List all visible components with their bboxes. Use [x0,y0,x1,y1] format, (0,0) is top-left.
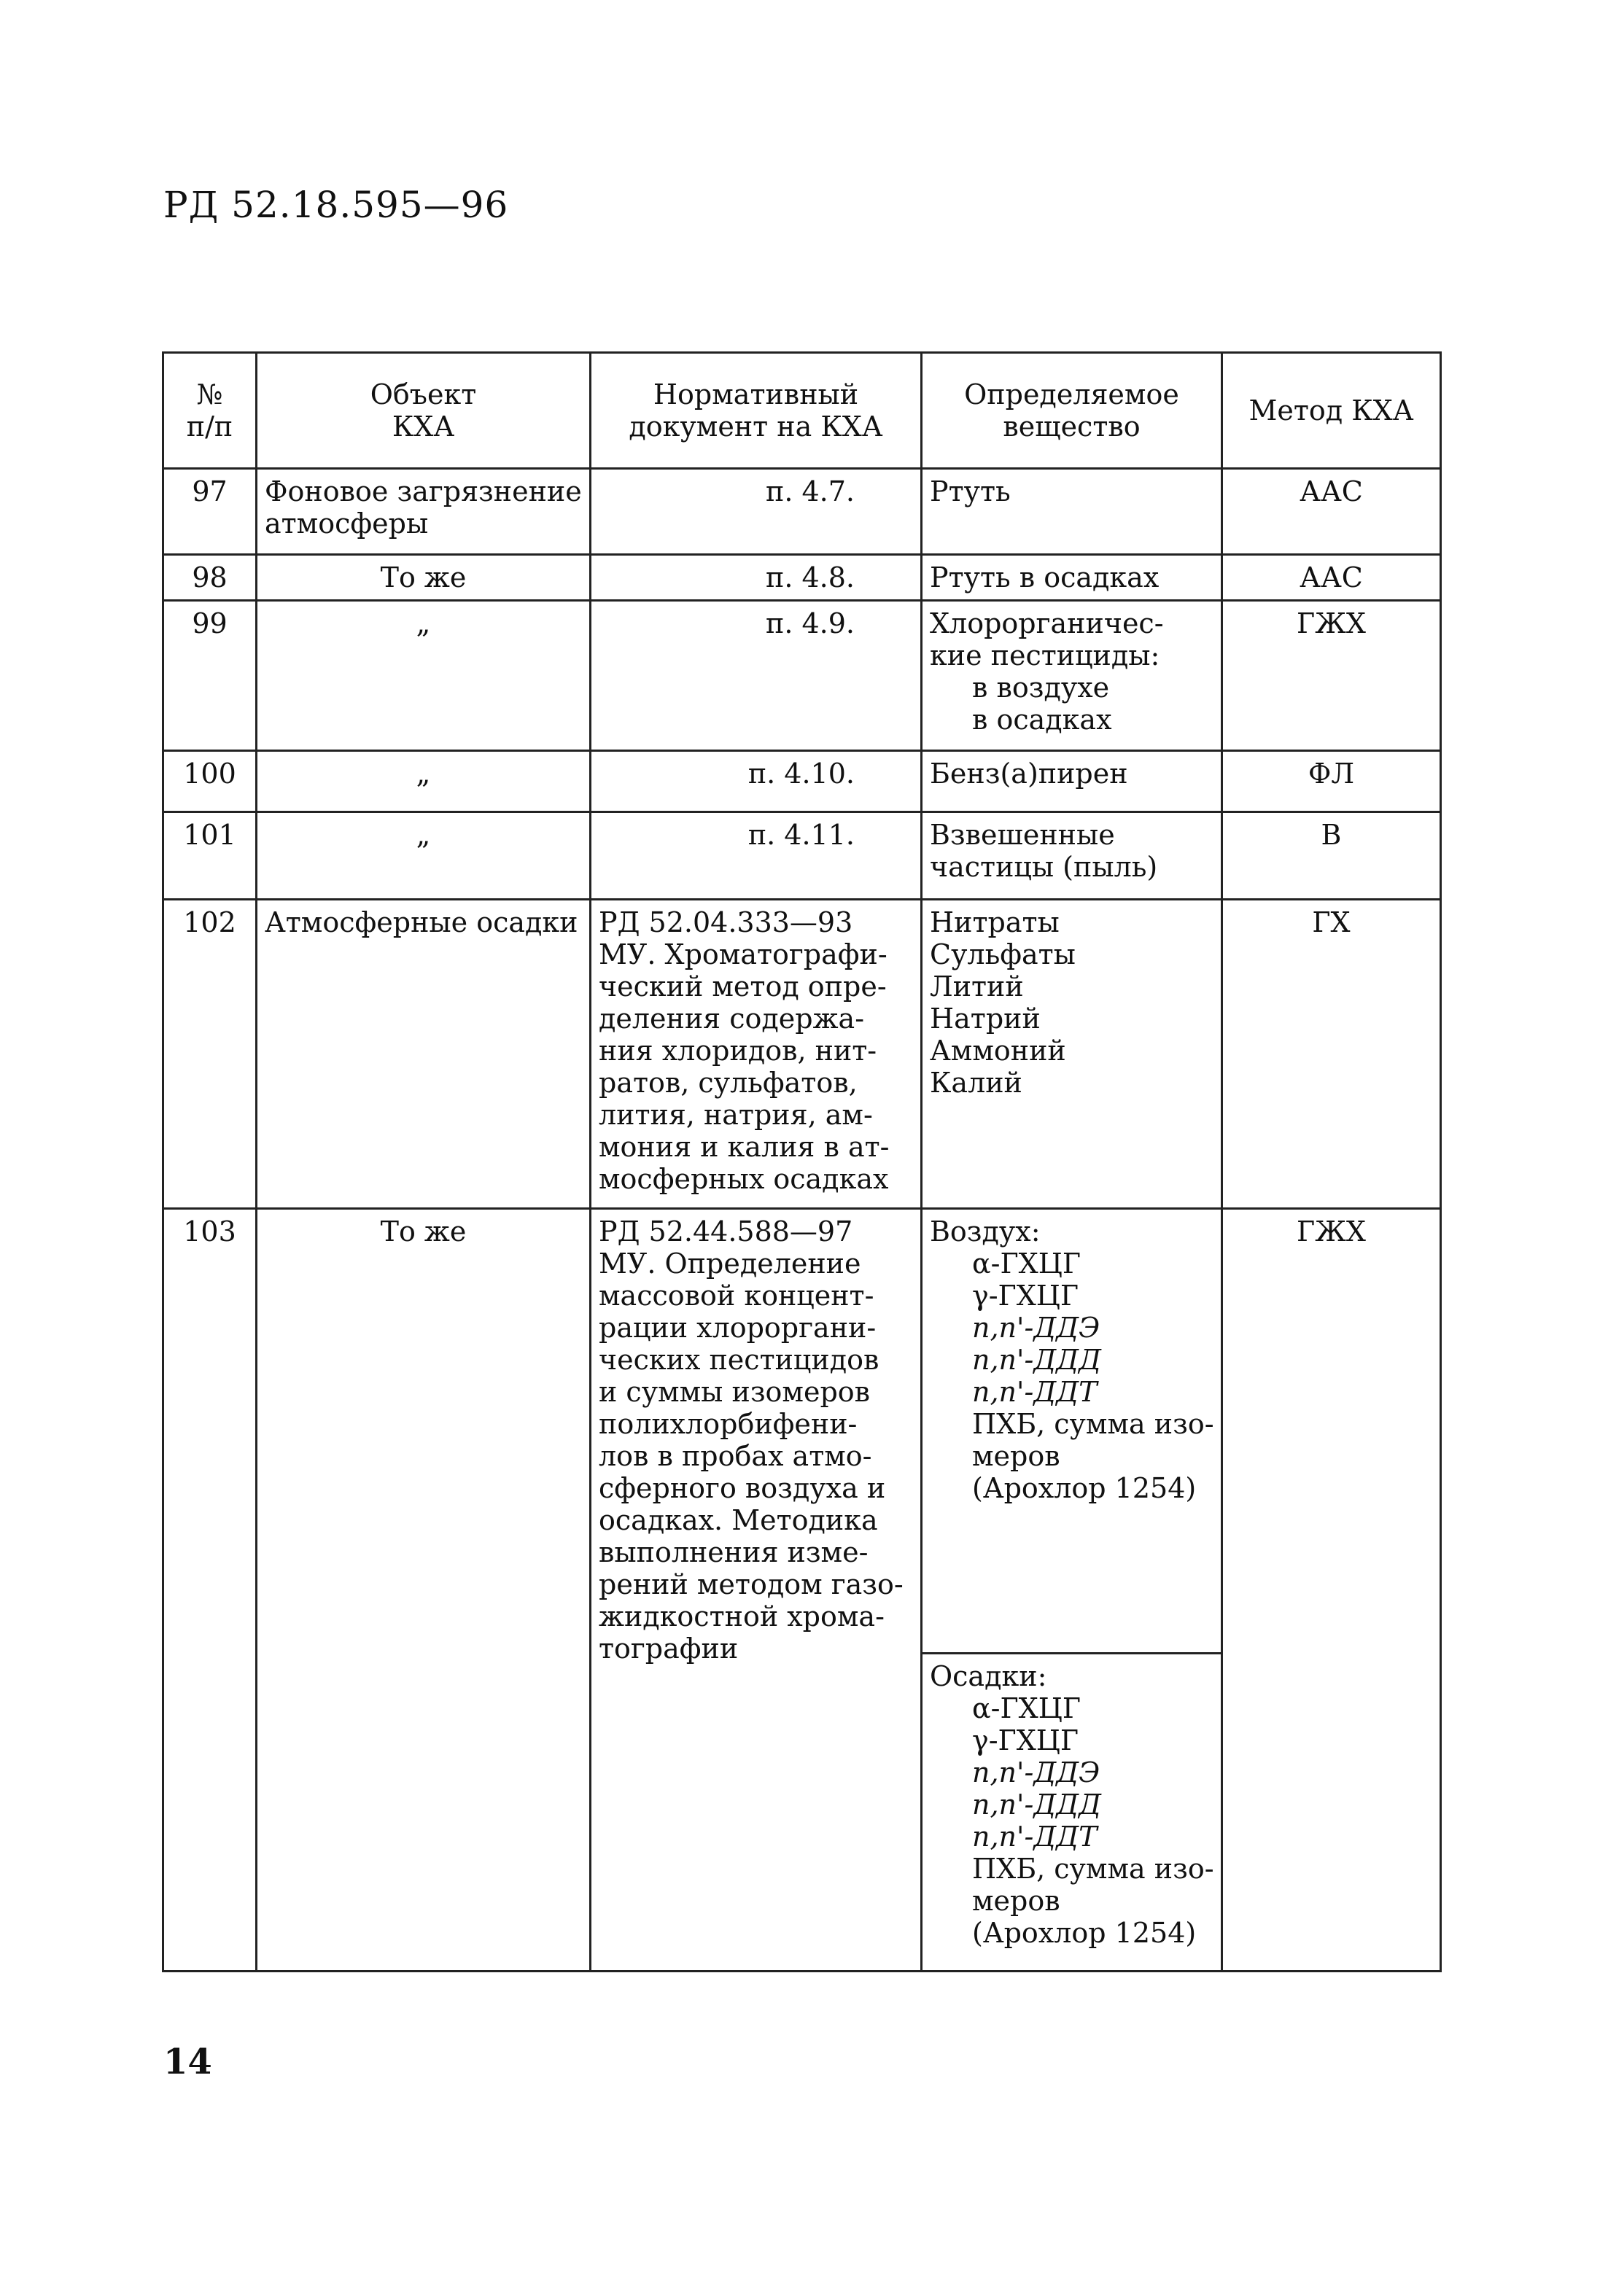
row-object-ditto: „ [257,812,591,900]
col-header-normdoc: Нормативный документ на КХА [591,353,922,469]
row-normdoc: п. 4.8. [591,555,922,601]
row-number: 102 [163,900,257,1209]
row-normdoc: РД 52.44.588—97 МУ. Определение массовой концент- рации хлороргани- ческих пестицидов и суммы изомеров полихлорбифени- лов в пробах атмо- сферного воздуха и осадках. Методика выполнения изме- рений методом газо- жидкостной хрома- тографии [591,1209,922,1972]
row-method: ФЛ [1222,751,1441,812]
row-substance: Ртуть в осадках [922,555,1222,601]
row-substance-air: Воздух: α-ГХЦГ γ-ГХЦГ п,п'-ДДЭ п,п'-ДДД п,п'-ДДТ ПХБ, сумма изо- меров (Арохлор 1254) [922,1209,1222,1654]
table-row [163,751,1441,812]
table-row [163,812,1441,900]
row-normdoc: п. 4.7. [591,469,922,555]
row-number: 100 [163,751,257,812]
row-object: То же [257,555,591,601]
table-header-row [163,353,1441,469]
row-object: То же [257,1209,591,1972]
row-normdoc: п. 4.11. [591,812,922,900]
row-object: Фоновое загрязнение атмосферы [257,469,591,555]
row-substance: Нитраты Сульфаты Литий Натрий Аммоний Калий [922,900,1222,1209]
row-object-ditto: „ [257,751,591,812]
row-method: ГЖХ [1222,601,1441,751]
row-number: 97 [163,469,257,555]
row-substance: Взвешенные частицы (пыль) [922,812,1222,900]
row-object: Атмосферные осадки [257,900,591,1209]
row-substance: Бенз(а)пирен [922,751,1222,812]
row-object-ditto: „ [257,601,591,751]
row-substance: Ртуть [922,469,1222,555]
col-header-object: Объект КХА [257,353,591,469]
row-number: 101 [163,812,257,900]
col-header-num: № п/п [163,353,257,469]
row-normdoc: п. 4.10. [591,751,922,812]
row-method: ААС [1222,555,1441,601]
table-row [163,900,1441,1209]
row-substance: Хлорорганичес- кие пестициды: в воздухе в осадках [922,601,1222,751]
table-row [163,1209,1441,1654]
table-row [163,601,1441,751]
row-substance-precipitation: Осадки: α-ГХЦГ γ-ГХЦГ п,п'-ДДЭ п,п'-ДДД п,п'-ДДТ ПХБ, сумма изо- меров (Арохлор 1254) [922,1654,1222,1972]
row-normdoc: РД 52.04.333—93 МУ. Хроматографи- ческий метод опре- деления содержа- ния хлоридов, нит- ратов, сульфатов, лития, натрия, ам- мония и калия в ат- мосферных осадках [591,900,922,1209]
col-header-substance: Определяемое вещество [922,353,1222,469]
row-normdoc: п. 4.9. [591,601,922,751]
row-number: 98 [163,555,257,601]
row-method: В [1222,812,1441,900]
table-row [163,469,1441,555]
col-header-method: Метод КХА [1222,353,1441,469]
document-code: РД 52.18.595—96 [163,184,509,226]
table-row [163,555,1441,601]
page-number: 14 [163,2042,212,2082]
row-number: 99 [163,601,257,751]
row-method: ГХ [1222,900,1441,1209]
row-number: 103 [163,1209,257,1972]
kxa-methods-table [162,351,1442,1972]
row-method: ААС [1222,469,1441,555]
row-method: ГЖХ [1222,1209,1441,1972]
